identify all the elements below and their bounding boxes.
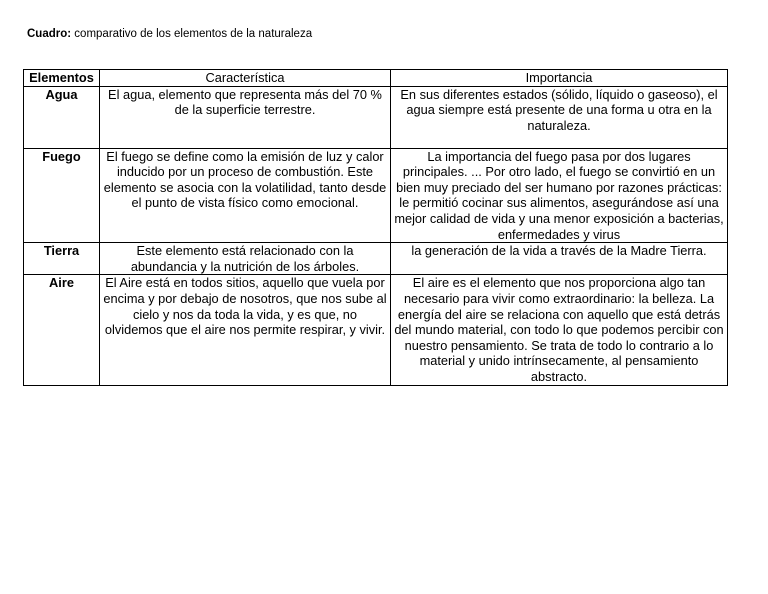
table-caption <box>27 27 312 41</box>
table-row-aire <box>24 275 728 385</box>
caracteristica-cell: El agua, elemento que representa más del 70 % de la superficie terrestre. <box>100 86 391 148</box>
table-row-fuego <box>24 148 728 243</box>
importancia-cell: El aire es el elemento que nos proporciona algo tan necesario para vivir como extraordinario: la belleza. La energía del aire se relaciona con aquello que está detrás del mundo material, con todo lo que podemos percibir con nuestro pensamiento. Se trata de todo lo contrario a lo material y unido intrínsecamente, al pensamiento abstracto. <box>391 275 728 385</box>
caracteristica-cell: El fuego se define como la emisión de luz y calor inducido por un proceso de combustión. Este elemento se asocia con la volatilidad, tanto desde el punto de vista físico como emocional. <box>100 148 391 243</box>
element-name: Fuego <box>24 148 100 243</box>
element-name: Aire <box>24 275 100 385</box>
caracteristica-cell: El Aire está en todos sitios, aquello que vuela por encima y por debajo de nosotros, que nos sube al cielo y nos da toda la vida, y es que, no olvidemos que el aire nos permite respirar, y vivir. <box>100 275 391 385</box>
comparison-table <box>23 69 728 386</box>
importancia-cell: la generación de la vida a través de la Madre Tierra. <box>391 243 728 275</box>
header-importancia: Importancia <box>391 70 728 87</box>
importancia-cell: En sus diferentes estados (sólido, líquido o gaseoso), el agua siempre está presente de una forma u otra en la naturaleza. <box>391 86 728 148</box>
element-name: Agua <box>24 86 100 148</box>
table-row-tierra <box>24 243 728 275</box>
header-row <box>24 70 728 87</box>
importancia-cell: La importancia del fuego pasa por dos lugares principales. ... Por otro lado, el fuego se convirtió en un bien muy preciado del ser humano por razones prácticas: le permitió cocinar sus alimentos, asegurándose así una mejor calidad de vida y una menor exposición a bacterias, enfermedades y virus <box>391 148 728 243</box>
table-row-agua <box>24 86 728 148</box>
caracteristica-cell: Este elemento está relacionado con la abundancia y la nutrición de los árboles. <box>100 243 391 275</box>
caption-label: Cuadro: <box>27 28 72 40</box>
header-caracteristica: Característica <box>100 70 391 87</box>
element-name: Tierra <box>24 243 100 275</box>
caption-text: comparativo de los elementos de la naturaleza <box>74 28 313 40</box>
header-elementos: Elementos <box>24 70 100 87</box>
